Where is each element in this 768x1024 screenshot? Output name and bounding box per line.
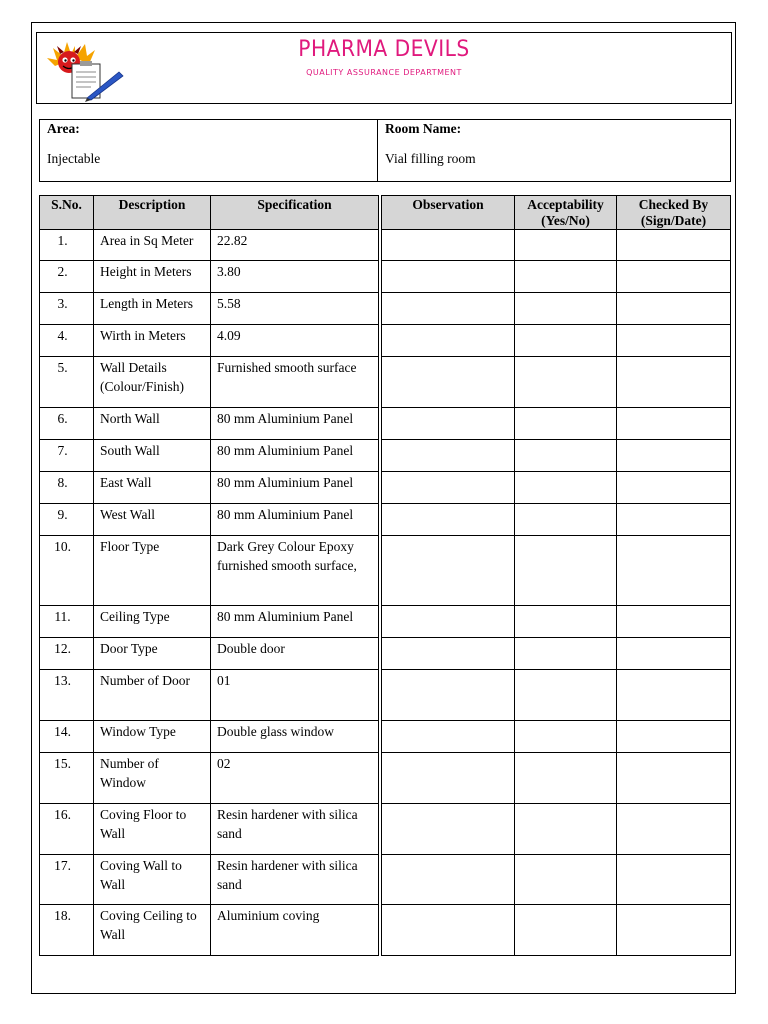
row-acceptability-cell[interactable] <box>515 293 617 325</box>
col-header-sno: S.No. <box>40 196 94 230</box>
area-cell <box>40 120 378 182</box>
verification-table <box>39 195 731 956</box>
row-specification: 5.58 <box>211 293 379 325</box>
table-row <box>40 855 731 905</box>
row-checked-by-cell[interactable] <box>617 230 731 261</box>
row-checked-by-cell[interactable] <box>617 504 731 536</box>
row-sno: 8. <box>40 472 94 504</box>
row-checked-by-cell[interactable] <box>617 472 731 504</box>
row-sno: 5. <box>40 357 94 408</box>
row-sno: 12. <box>40 638 94 670</box>
row-description: Number of Window <box>94 753 211 804</box>
row-acceptability-cell[interactable] <box>515 855 617 905</box>
row-checked-by-cell[interactable] <box>617 855 731 905</box>
row-observation-cell[interactable] <box>382 606 515 638</box>
row-acceptability-cell[interactable] <box>515 440 617 472</box>
row-checked-by-cell[interactable] <box>617 721 731 753</box>
row-sno: 7. <box>40 440 94 472</box>
row-sno: 3. <box>40 293 94 325</box>
table-row <box>40 670 731 721</box>
row-checked-by-cell[interactable] <box>617 408 731 440</box>
row-checked-by-cell[interactable] <box>617 536 731 606</box>
row-observation-cell[interactable] <box>382 753 515 804</box>
row-checked-by-cell[interactable] <box>617 905 731 956</box>
row-description: Number of Door <box>94 670 211 721</box>
row-observation-cell[interactable] <box>382 293 515 325</box>
row-observation-cell[interactable] <box>382 905 515 956</box>
row-sno: 14. <box>40 721 94 753</box>
row-acceptability-cell[interactable] <box>515 504 617 536</box>
table-row <box>40 504 731 536</box>
row-checked-by-cell[interactable] <box>617 670 731 721</box>
row-specification: 01 <box>211 670 379 721</box>
row-sno: 10. <box>40 536 94 606</box>
table-row <box>40 440 731 472</box>
row-description: Coving Ceiling to Wall <box>94 905 211 956</box>
row-description: Window Type <box>94 721 211 753</box>
row-checked-by-cell[interactable] <box>617 638 731 670</box>
row-specification: 80 mm Aluminium Panel <box>211 606 379 638</box>
row-specification: Resin hardener with silica sand <box>211 855 379 905</box>
row-specification: 4.09 <box>211 325 379 357</box>
row-checked-by-cell[interactable] <box>617 606 731 638</box>
row-description: Coving Floor to Wall <box>94 804 211 855</box>
row-acceptability-cell[interactable] <box>515 536 617 606</box>
row-sno: 17. <box>40 855 94 905</box>
table-row <box>40 293 731 325</box>
row-specification: Resin hardener with silica sand <box>211 804 379 855</box>
row-acceptability-cell[interactable] <box>515 357 617 408</box>
area-value: Injectable <box>47 151 101 166</box>
area-label: Area: <box>47 121 80 136</box>
row-description: North Wall <box>94 408 211 440</box>
table-header-row <box>40 196 731 230</box>
table-row <box>40 472 731 504</box>
row-description: Floor Type <box>94 536 211 606</box>
col-header-checked-by: Checked By (Sign/Date) <box>617 196 731 230</box>
document-header <box>36 32 732 104</box>
row-acceptability-cell[interactable] <box>515 325 617 357</box>
row-checked-by-cell[interactable] <box>617 357 731 408</box>
row-specification: 22.82 <box>211 230 379 261</box>
row-checked-by-cell[interactable] <box>617 261 731 293</box>
row-observation-cell[interactable] <box>382 440 515 472</box>
row-specification: 3.80 <box>211 261 379 293</box>
row-observation-cell[interactable] <box>382 721 515 753</box>
table-row <box>40 325 731 357</box>
row-acceptability-cell[interactable] <box>515 753 617 804</box>
row-acceptability-cell[interactable] <box>515 472 617 504</box>
row-sno: 16. <box>40 804 94 855</box>
row-description: East Wall <box>94 472 211 504</box>
row-acceptability-cell[interactable] <box>515 638 617 670</box>
table-row <box>40 408 731 440</box>
table-row <box>40 638 731 670</box>
row-specification: 02 <box>211 753 379 804</box>
row-description: Ceiling Type <box>94 606 211 638</box>
room-name-label: Room Name: <box>385 121 462 136</box>
row-description: South Wall <box>94 440 211 472</box>
row-observation-cell[interactable] <box>382 504 515 536</box>
row-observation-cell[interactable] <box>382 855 515 905</box>
row-specification: Furnished smooth surface <box>211 357 379 408</box>
row-acceptability-cell[interactable] <box>515 670 617 721</box>
row-acceptability-cell[interactable] <box>515 905 617 956</box>
row-sno: 2. <box>40 261 94 293</box>
row-acceptability-cell[interactable] <box>515 721 617 753</box>
row-observation-cell[interactable] <box>382 472 515 504</box>
row-sno: 9. <box>40 504 94 536</box>
table-row <box>40 536 731 606</box>
table-row <box>40 721 731 753</box>
row-specification: Double glass window <box>211 721 379 753</box>
row-sno: 1. <box>40 230 94 261</box>
row-observation-cell[interactable] <box>382 230 515 261</box>
row-observation-cell[interactable] <box>382 670 515 721</box>
room-cell <box>378 120 731 182</box>
brand-title: PHARMA DEVILS <box>298 37 470 62</box>
row-description: West Wall <box>94 504 211 536</box>
row-specification: Aluminium coving <box>211 905 379 956</box>
row-description: Wirth in Meters <box>94 325 211 357</box>
row-checked-by-cell[interactable] <box>617 293 731 325</box>
row-specification: 80 mm Aluminium Panel <box>211 472 379 504</box>
row-description: Area in Sq Meter <box>94 230 211 261</box>
brand-subtitle: QUALITY ASSURANCE DEPARTMENT <box>306 68 462 77</box>
row-sno: 18. <box>40 905 94 956</box>
row-sno: 15. <box>40 753 94 804</box>
table-row <box>40 753 731 804</box>
row-acceptability-cell[interactable] <box>515 408 617 440</box>
row-sno: 6. <box>40 408 94 440</box>
row-acceptability-cell[interactable] <box>515 606 617 638</box>
col-header-description: Description <box>94 196 211 230</box>
row-sno: 11. <box>40 606 94 638</box>
row-specification: 80 mm Aluminium Panel <box>211 408 379 440</box>
table-row <box>40 606 731 638</box>
row-observation-cell[interactable] <box>382 536 515 606</box>
col-header-specification: Specification <box>211 196 379 230</box>
row-acceptability-cell[interactable] <box>515 261 617 293</box>
row-description: Height in Meters <box>94 261 211 293</box>
row-specification: Dark Grey Colour Epoxy furnished smooth surface, <box>211 536 379 606</box>
table-row <box>40 905 731 956</box>
row-description: Length in Meters <box>94 293 211 325</box>
row-observation-cell[interactable] <box>382 408 515 440</box>
row-sno: 13. <box>40 670 94 721</box>
row-observation-cell[interactable] <box>382 357 515 408</box>
row-specification: 80 mm Aluminium Panel <box>211 440 379 472</box>
room-name-value: Vial filling room <box>385 151 476 166</box>
row-checked-by-cell[interactable] <box>617 753 731 804</box>
table-row <box>40 804 731 855</box>
row-observation-cell[interactable] <box>382 638 515 670</box>
row-observation-cell[interactable] <box>382 804 515 855</box>
row-checked-by-cell[interactable] <box>617 804 731 855</box>
row-checked-by-cell[interactable] <box>617 440 731 472</box>
col-header-observation: Observation <box>382 196 515 230</box>
row-checked-by-cell[interactable] <box>617 325 731 357</box>
row-specification: Double door <box>211 638 379 670</box>
row-description: Coving Wall to Wall <box>94 855 211 905</box>
row-description: Wall Details (Colour/Finish) <box>94 357 211 408</box>
row-observation-cell[interactable] <box>382 325 515 357</box>
table-row <box>40 357 731 408</box>
area-room-info <box>39 119 731 182</box>
row-specification: 80 mm Aluminium Panel <box>211 504 379 536</box>
row-acceptability-cell[interactable] <box>515 230 617 261</box>
row-observation-cell[interactable] <box>382 261 515 293</box>
row-sno: 4. <box>40 325 94 357</box>
row-description: Door Type <box>94 638 211 670</box>
row-acceptability-cell[interactable] <box>515 804 617 855</box>
table-row <box>40 261 731 293</box>
table-row <box>40 230 731 261</box>
col-header-acceptability: Acceptability (Yes/No) <box>515 196 617 230</box>
